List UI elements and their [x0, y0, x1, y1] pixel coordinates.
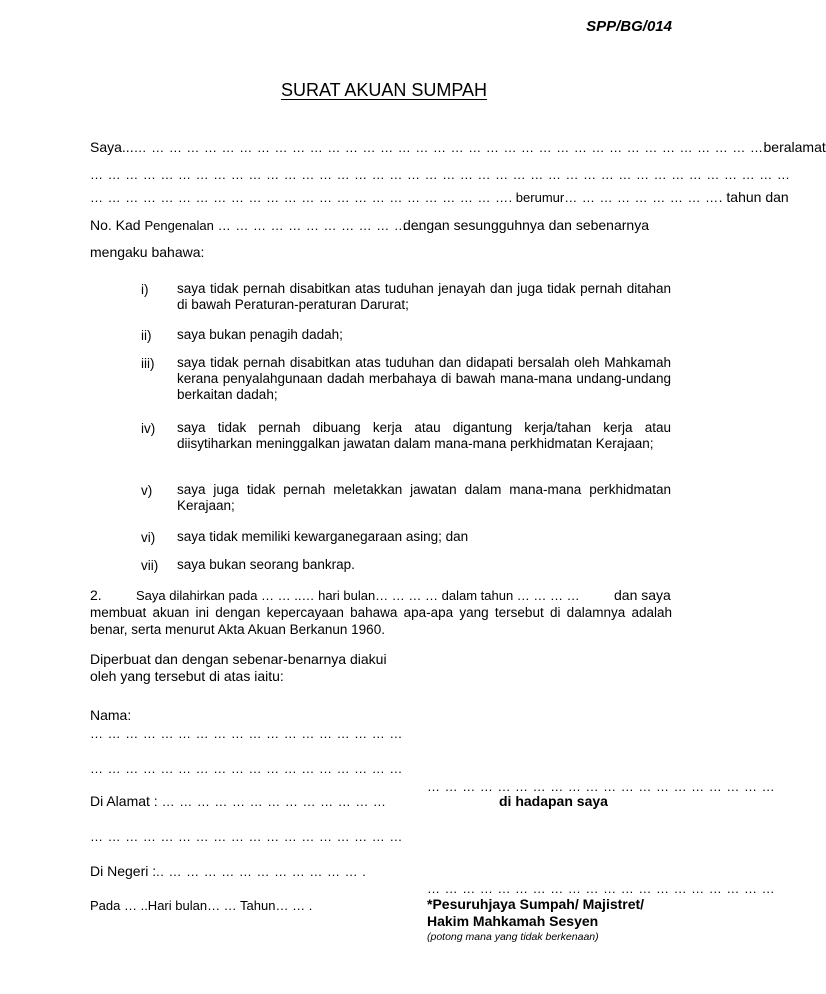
item-text: saya juga tidak pernah meletakkan jawatan dalam mana-mana perkhidmatan Kerajaan; — [177, 482, 671, 513]
item-number: iv) — [141, 421, 156, 436]
mengaku-line: mengaku bahawa: — [90, 244, 205, 260]
nama-blank-1: … … … … … … … … … … … … … … … … … … — [90, 726, 403, 741]
affirm-line-2: oleh yang tersebut di atas iaitu: — [90, 668, 284, 684]
item-number: v) — [141, 483, 153, 498]
commissioner-signature-blank: … … … … … … … … … … … … … … … … … … … … — [427, 881, 776, 896]
address-blank-1: … … … … … … … … … … … … … … … … … … … … … … … … … … … … … … … … … … … … … … … … — [90, 167, 791, 182]
para2-tail: dan saya — [614, 587, 671, 603]
document-title: SURAT AKUAN SUMPAH — [280, 80, 488, 100]
item-number: i) — [141, 282, 149, 297]
strike-note: (potong mana yang tidak berkenaan) — [427, 931, 599, 943]
ic-tail: dengan sesungguhnya dan sebenarnya — [403, 217, 649, 233]
pada-line: Pada … ..Hari bulan… … Tahun… … . — [90, 898, 313, 913]
alamat-label: Di Alamat : — [90, 793, 158, 809]
nama-blank-2: … … … … … … … … … … … … … … … … … … — [90, 761, 403, 776]
alamat-blank: … … … … … … … … … … … … … — [161, 794, 387, 809]
saya-line — [90, 139, 826, 155]
ic-line — [90, 217, 425, 233]
ic-label: No. Kad — [90, 217, 141, 233]
ic-blank: … … … … … … … … … … … … — [217, 218, 426, 233]
negeri-label: Di Negeri : — [90, 863, 157, 879]
item-text: saya tidak pernah disabitkan atas tuduhan dan didapati bersalah oleh Mahkamah kerana penyalahgunaan dadah merbahaya di bawah mana-mana undang-undang berkaitan dadah; — [177, 355, 671, 402]
commissioner-title-1: *Pesuruhjaya Sumpah/ Majistret/ — [427, 896, 645, 912]
para2-intro: Saya dilahirkan pada … … ..… hari bulan… … … … dalam tahun … … … … — [136, 588, 580, 603]
alamat-blank-2: … … … … … … … … … … … … … … … … … … — [90, 829, 403, 844]
negeri-blank: .. … … … … … … … … … … … . — [156, 864, 367, 879]
affirm-line-1: Diperbuat dan dengan sebenar-benarnya diakui — [90, 651, 387, 667]
item-text: saya bukan penagih dadah; — [177, 327, 343, 342]
ic-label-2: Pengenalan — [144, 218, 214, 233]
item-number: ii) — [141, 328, 152, 343]
beralamat-label: beralamat — [763, 139, 826, 155]
item-text: saya tidak pernah dibuang kerja atau digantung kerja/tahan kerja atau diisytiharkan meninggalkan jawatan dalam mana-mana perkhidmatan Kerajaan; — [177, 420, 671, 451]
item-text: saya tidak memiliki kewarganegaraan asing; dan — [177, 529, 469, 544]
tahun-dan-label: . tahun dan — [718, 189, 789, 205]
age-blank: … … … … … … … … … — [564, 190, 719, 205]
hadapan-label: di hadapan saya — [499, 793, 608, 809]
saya-label: Saya... — [90, 139, 134, 155]
para2-number: 2. — [90, 587, 102, 603]
alamat-line — [90, 793, 386, 809]
item-number: iii) — [141, 356, 155, 371]
item-text: saya bukan seorang bankrap. — [177, 557, 355, 572]
item-number: vii) — [141, 558, 159, 573]
negeri-line — [90, 863, 366, 879]
name-blank: … … … … … … … … … … … … … … … … … … … … … … … … … … … … … … … … … … … … — [133, 140, 764, 155]
witness-signature-blank: … … … … … … … … … … … … … … … … … … … … — [427, 779, 776, 794]
item-number: vi) — [141, 530, 156, 545]
item-text: saya tidak pernah disabitkan atas tuduhan jenayah dan juga tidak pernah ditahan di bawah Peraturan-peraturan Darurat; — [177, 281, 671, 312]
document-code: SPP/BG/014 — [586, 18, 672, 35]
nama-label: Nama: — [90, 707, 132, 723]
address-blank-2: … … … … … … … … … … … … … … … … … … … … … … … … — [90, 190, 509, 205]
para2-body: membuat akuan ini dengan kepercayaan bahawa apa-apa yang tersebut di dalamnya adalah benar, serta menurut Akta Akuan Berkanun 1960. — [90, 605, 672, 637]
age-line — [90, 189, 789, 205]
commissioner-title-2: Hakim Mahkamah Sesyen — [427, 913, 599, 929]
berumur-label: . berumur — [508, 190, 565, 205]
